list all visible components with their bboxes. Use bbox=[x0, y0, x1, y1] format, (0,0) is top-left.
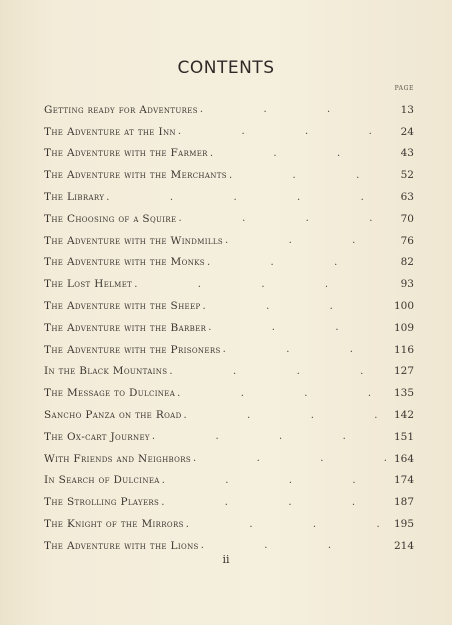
toc-entry-title: In the Black Mountains bbox=[44, 365, 168, 378]
table-of-contents bbox=[44, 99, 414, 557]
toc-entry-page: 63 bbox=[400, 191, 414, 204]
dot-leaders bbox=[162, 475, 388, 486]
toc-entry-page: 109 bbox=[393, 321, 414, 334]
toc-entry-title: The Lost Helmet bbox=[44, 278, 133, 291]
toc-entry-title: The Adventure with the Lions bbox=[44, 539, 199, 552]
dot-leaders bbox=[177, 388, 388, 399]
dot-leaders bbox=[201, 540, 388, 551]
toc-entry bbox=[44, 186, 414, 208]
dot-leaders bbox=[186, 519, 388, 530]
toc-entry-page: 70 bbox=[400, 212, 414, 225]
toc-entry bbox=[44, 317, 414, 339]
toc-entry bbox=[44, 230, 414, 252]
toc-entry bbox=[44, 273, 414, 295]
toc-entry-page: 187 bbox=[393, 496, 414, 509]
dot-leaders bbox=[161, 497, 388, 508]
toc-entry bbox=[44, 361, 414, 383]
toc-entry-page: 76 bbox=[400, 234, 414, 247]
toc-entry-page: 82 bbox=[400, 256, 414, 269]
toc-entry-page: 142 bbox=[393, 409, 414, 422]
toc-entry-title: The Message to Dulcinea bbox=[44, 387, 176, 400]
toc-entry-page: 127 bbox=[393, 365, 414, 378]
toc-entry bbox=[44, 448, 414, 470]
toc-entry-title: Sancho Panza on the Road bbox=[44, 409, 182, 422]
toc-entry-title: The Adventure with the Barber bbox=[44, 321, 207, 334]
page-column-label: PAGE bbox=[394, 85, 414, 92]
toc-entry-page: 43 bbox=[400, 147, 414, 160]
toc-entry-title: The Adventure with the Windmills bbox=[44, 234, 224, 247]
toc-entry-page: 214 bbox=[393, 539, 414, 552]
toc-entry-title: The Adventure with the Prisoners bbox=[44, 343, 221, 356]
dot-leaders bbox=[200, 104, 388, 115]
toc-entry-title: The Library bbox=[44, 191, 105, 204]
dot-leaders bbox=[152, 431, 388, 442]
toc-entry-title: The Choosing of a Squire bbox=[44, 212, 177, 225]
toc-entry bbox=[44, 491, 414, 513]
dot-leaders bbox=[106, 192, 388, 203]
toc-entry bbox=[44, 164, 414, 186]
toc-entry bbox=[44, 295, 414, 317]
toc-entry-title: The Adventure with the Monks bbox=[44, 256, 205, 269]
toc-entry-page: 100 bbox=[393, 300, 414, 313]
toc-entry-page: 52 bbox=[400, 169, 414, 182]
toc-entry bbox=[44, 513, 414, 535]
toc-entry-page: 174 bbox=[393, 474, 414, 487]
dot-leaders bbox=[207, 257, 388, 268]
dot-leaders bbox=[179, 213, 389, 224]
dot-leaders bbox=[223, 344, 388, 355]
toc-entry-title: The Ox-cart Journey bbox=[44, 430, 150, 443]
page-folio: ii bbox=[222, 553, 230, 566]
dot-leaders bbox=[178, 126, 388, 137]
toc-entry-title: Getting ready for Adventures bbox=[44, 103, 198, 116]
toc-entry-page: 195 bbox=[393, 518, 414, 531]
dot-leaders bbox=[184, 410, 388, 421]
dot-leaders bbox=[208, 322, 388, 333]
toc-entry bbox=[44, 339, 414, 361]
toc-entry-title: With Friends and Neighbors bbox=[44, 452, 192, 465]
toc-entry-page: 151 bbox=[393, 430, 414, 443]
toc-entry bbox=[44, 121, 414, 143]
toc-entry-title: The Adventure with the Merchants bbox=[44, 169, 227, 182]
toc-entry-page: 116 bbox=[393, 343, 414, 356]
toc-entry bbox=[44, 426, 414, 448]
toc-entry-title: The Adventure with the Farmer bbox=[44, 147, 208, 160]
toc-entry-page: 13 bbox=[400, 103, 414, 116]
toc-entry-page: 135 bbox=[393, 387, 414, 400]
toc-entry bbox=[44, 404, 414, 426]
dot-leaders bbox=[134, 279, 388, 290]
dot-leaders bbox=[193, 453, 388, 464]
toc-entry bbox=[44, 99, 414, 121]
dot-leaders bbox=[169, 366, 388, 377]
toc-entry bbox=[44, 470, 414, 492]
toc-entry-title: The Knight of the Mirrors bbox=[44, 518, 184, 531]
dot-leaders bbox=[210, 148, 388, 159]
dot-leaders bbox=[203, 301, 388, 312]
dot-leaders bbox=[225, 235, 388, 246]
toc-entry-title: In Search of Dulcinea bbox=[44, 474, 160, 487]
toc-entry bbox=[44, 382, 414, 404]
toc-entry-title: The Adventure at the Inn bbox=[44, 125, 176, 138]
toc-entry-page: 24 bbox=[400, 125, 414, 138]
toc-entry bbox=[44, 143, 414, 165]
toc-entry bbox=[44, 208, 414, 230]
page-title: CONTENTS bbox=[177, 58, 275, 78]
toc-entry-page: 93 bbox=[400, 278, 414, 291]
toc-entry-page: 164 bbox=[393, 452, 414, 465]
toc-entry-title: The Adventure with the Sheep bbox=[44, 300, 201, 313]
toc-entry bbox=[44, 252, 414, 274]
toc-entry-title: The Strolling Players bbox=[44, 496, 160, 509]
dot-leaders bbox=[229, 170, 388, 181]
